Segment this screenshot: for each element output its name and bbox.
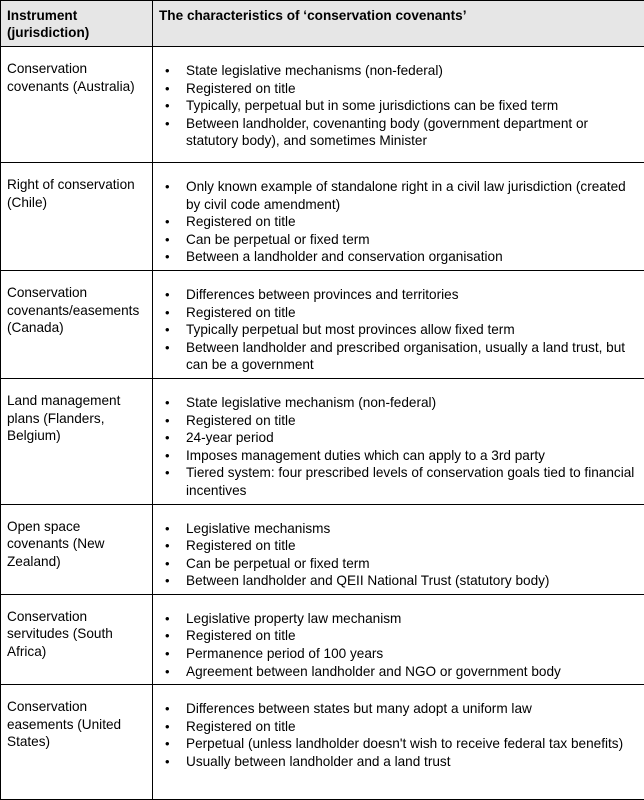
list-item-text: Legislative mechanisms xyxy=(186,521,330,536)
list-item-text: Registered on title xyxy=(186,305,296,320)
list-item-text: Registered on title xyxy=(186,719,296,734)
bullet-icon: • xyxy=(165,97,170,115)
list-item-text: Legislative property law mechanism xyxy=(186,611,401,626)
characteristics-cell xyxy=(153,685,644,800)
header-instrument: Instrument (jurisdiction) xyxy=(1,1,153,47)
instrument-cell: Right of conservation (Chile) xyxy=(1,163,153,271)
bullet-icon: • xyxy=(165,231,170,249)
list-item xyxy=(186,248,638,266)
characteristics-cell xyxy=(153,594,644,684)
table-row xyxy=(1,47,644,163)
characteristics-cell xyxy=(153,270,644,378)
list-item-text: Registered on title xyxy=(186,538,296,553)
list-item-text: 24-year period xyxy=(186,430,274,445)
bullet-icon: • xyxy=(165,700,170,718)
characteristics-list xyxy=(159,178,638,266)
characteristics-list xyxy=(159,700,638,770)
bullet-icon: • xyxy=(165,339,170,357)
table-row xyxy=(1,378,644,504)
bullet-icon: • xyxy=(165,645,170,663)
characteristics-list xyxy=(159,286,638,374)
instrument-cell: Conservation servitudes (South Africa) xyxy=(1,594,153,684)
list-item-text: Usually between landholder and a land trust xyxy=(186,754,451,769)
list-item xyxy=(186,627,638,645)
list-item xyxy=(186,753,638,771)
list-item-text: Only known example of standalone right in a civil law jurisdiction (created by civil code amendment) xyxy=(186,179,626,212)
bullet-icon: • xyxy=(165,464,170,482)
list-item-text: Typically, perpetual but in some jurisdictions can be fixed term xyxy=(186,98,558,113)
list-item xyxy=(186,304,638,322)
list-item xyxy=(186,520,638,538)
list-item-text: Between landholder, covenanting body (government department or statutory body), and sometimes Minister xyxy=(186,116,588,149)
list-item xyxy=(186,80,638,98)
characteristics-list xyxy=(159,520,638,590)
list-item-text: Tiered system: four prescribed levels of conservation goals tied to financial incentives xyxy=(186,465,634,498)
list-item-text: Agreement between landholder and NGO or government body xyxy=(186,664,561,679)
list-item-text: Registered on title xyxy=(186,81,296,96)
instrument-cell: Conservation covenants/easements (Canada) xyxy=(1,270,153,378)
list-item-text: Between landholder and QEII National Trust (statutory body) xyxy=(186,573,549,588)
list-item-text: Between a landholder and conservation organisation xyxy=(186,249,503,264)
bullet-icon: • xyxy=(165,248,170,266)
list-item-text: Imposes management duties which can apply to a 3rd party xyxy=(186,448,545,463)
instrument-cell: Conservation easements (United States) xyxy=(1,685,153,800)
bullet-icon: • xyxy=(165,610,170,628)
list-item xyxy=(186,645,638,663)
list-item xyxy=(186,537,638,555)
list-item xyxy=(186,97,638,115)
list-item-text: Registered on title xyxy=(186,214,296,229)
list-item xyxy=(186,321,638,339)
list-item xyxy=(186,429,638,447)
list-item xyxy=(186,735,638,753)
bullet-icon: • xyxy=(165,663,170,681)
bullet-icon: • xyxy=(165,394,170,412)
table-row xyxy=(1,163,644,271)
bullet-icon: • xyxy=(165,555,170,573)
list-item-text: Registered on title xyxy=(186,413,296,428)
bullet-icon: • xyxy=(165,178,170,196)
bullet-icon: • xyxy=(165,321,170,339)
characteristics-list xyxy=(159,394,638,500)
bullet-icon: • xyxy=(165,520,170,538)
list-item xyxy=(186,555,638,573)
list-item-text: Can be perpetual or fixed term xyxy=(186,556,370,571)
list-item-text: State legislative mechanism (non-federal) xyxy=(186,395,436,410)
list-item xyxy=(186,115,638,150)
list-item-text: Perpetual (unless landholder doesn't wish to receive federal tax benefits) xyxy=(186,736,623,751)
list-item xyxy=(186,464,638,499)
bullet-icon: • xyxy=(165,447,170,465)
table-row xyxy=(1,504,644,594)
list-item xyxy=(186,339,638,374)
list-item xyxy=(186,286,638,304)
bullet-icon: • xyxy=(165,627,170,645)
list-item xyxy=(186,213,638,231)
instrument-cell: Conservation covenants (Australia) xyxy=(1,47,153,163)
list-item-text: Differences between states but many adopt a uniform law xyxy=(186,701,532,716)
instrument-cell: Land management plans (Flanders, Belgium) xyxy=(1,378,153,504)
table-body xyxy=(1,47,644,800)
list-item-text: Typically perpetual but most provinces allow fixed term xyxy=(186,322,515,337)
bullet-icon: • xyxy=(165,718,170,736)
header-row xyxy=(1,1,644,47)
list-item-text: Differences between provinces and territories xyxy=(186,287,459,302)
table-row xyxy=(1,685,644,800)
list-item xyxy=(186,412,638,430)
list-item-text: Permanence period of 100 years xyxy=(186,646,383,661)
list-item xyxy=(186,610,638,628)
bullet-icon: • xyxy=(165,735,170,753)
list-item xyxy=(186,718,638,736)
bullet-icon: • xyxy=(165,412,170,430)
bullet-icon: • xyxy=(165,572,170,590)
table-row xyxy=(1,594,644,684)
list-item-text: Between landholder and prescribed organisation, usually a land trust, but can be a government xyxy=(186,340,625,373)
bullet-icon: • xyxy=(165,537,170,555)
header-characteristics: The characteristics of ‘conservation covenants’ xyxy=(153,1,644,47)
characteristics-cell xyxy=(153,504,644,594)
characteristics-cell xyxy=(153,163,644,271)
characteristics-cell xyxy=(153,47,644,163)
bullet-icon: • xyxy=(165,753,170,771)
bullet-icon: • xyxy=(165,213,170,231)
table-row xyxy=(1,270,644,378)
list-item xyxy=(186,62,638,80)
list-item-text: Can be perpetual or fixed term xyxy=(186,232,370,247)
list-item xyxy=(186,394,638,412)
list-item-text: Registered on title xyxy=(186,628,296,643)
instrument-cell: Open space covenants (New Zealand) xyxy=(1,504,153,594)
list-item xyxy=(186,700,638,718)
bullet-icon: • xyxy=(165,429,170,447)
bullet-icon: • xyxy=(165,286,170,304)
characteristics-cell xyxy=(153,378,644,504)
table-header xyxy=(1,1,644,47)
bullet-icon: • xyxy=(165,115,170,133)
list-item xyxy=(186,663,638,681)
bullet-icon: • xyxy=(165,304,170,322)
bullet-icon: • xyxy=(165,80,170,98)
characteristics-list xyxy=(159,62,638,150)
characteristics-list xyxy=(159,610,638,680)
list-item xyxy=(186,447,638,465)
list-item xyxy=(186,572,638,590)
bullet-icon: • xyxy=(165,62,170,80)
list-item-text: State legislative mechanisms (non-federal) xyxy=(186,63,443,78)
list-item xyxy=(186,231,638,249)
list-item xyxy=(186,178,638,213)
